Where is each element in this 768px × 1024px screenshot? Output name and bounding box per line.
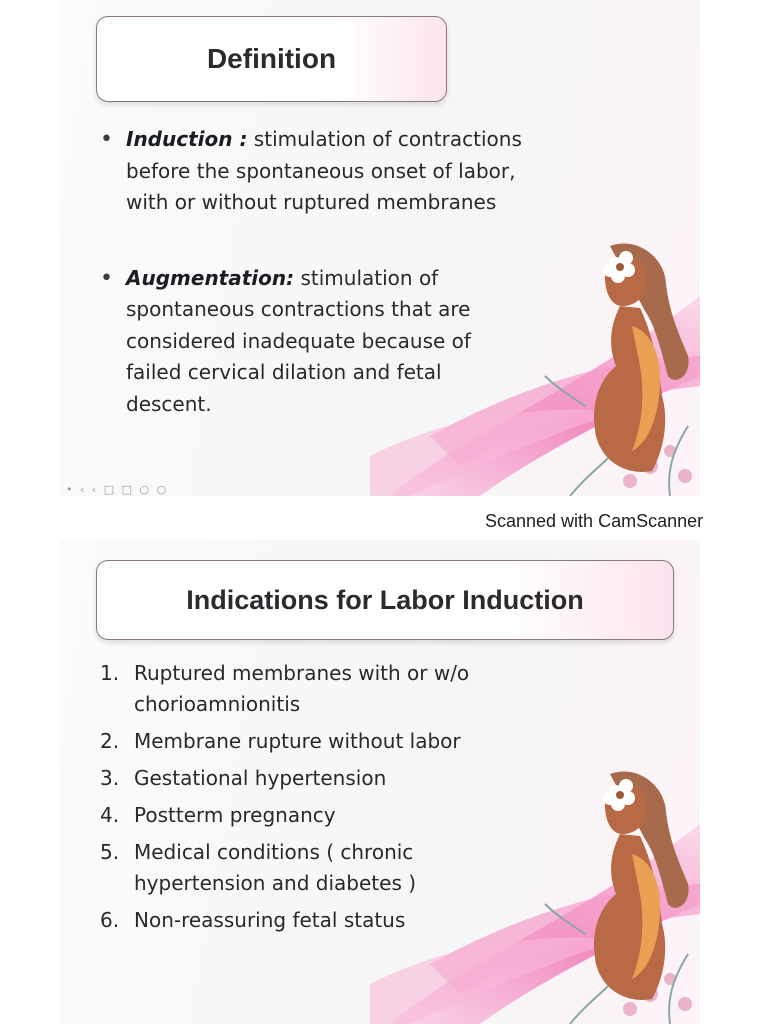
definition-text: stimulation of contractions before the spontaneous onset of labor, with or without ruptured membranes [126, 127, 522, 214]
slide-title-box [96, 16, 447, 102]
item-number: 6. [100, 908, 120, 932]
term: Induction : [126, 127, 248, 151]
slide-title: Definition [206, 43, 337, 74]
item-number: 1. [100, 661, 120, 685]
pregnant-woman-illustration [370, 236, 700, 496]
edge-marks: • ‹ ‹ □ □ ○ ○ [66, 483, 169, 496]
item-text: Membrane rupture without labor [134, 729, 461, 753]
term: Augmentation: [126, 265, 295, 290]
item-number: 3. [100, 766, 120, 790]
item-number: 5. [100, 840, 120, 864]
indication-item [96, 726, 526, 757]
item-number: 4. [100, 803, 120, 827]
slide-title-box [96, 560, 674, 640]
item-text: Gestational hypertension [134, 766, 387, 790]
item-number: 2. [100, 729, 120, 753]
definition-item-induction [98, 124, 528, 219]
slide-definition [60, 0, 700, 496]
slide-indications [60, 540, 700, 1024]
pregnant-woman-illustration [370, 764, 700, 1024]
slide-title: Indications for Labor Induction [186, 584, 584, 615]
item-text: Ruptured membranes with or w/o chorioamnionitis [134, 661, 470, 716]
indication-item [96, 658, 526, 720]
item-text: Medical conditions ( chronic hypertension and diabetes ) [134, 840, 417, 895]
item-text: Postterm pregnancy [134, 803, 336, 827]
scanner-watermark: Scanned with CamScanner [485, 511, 704, 531]
item-text: Non-reassuring fetal status [134, 908, 406, 932]
definition-text: stimulation of spontaneous contractions that are considered inadequate because of failed cervical dilation and fetal descent. [126, 265, 471, 416]
